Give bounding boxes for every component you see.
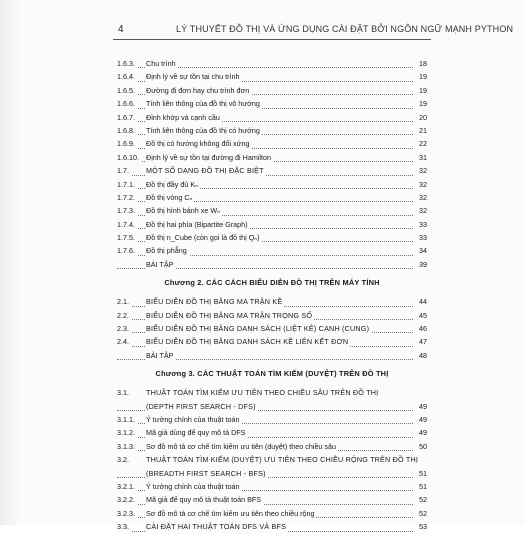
chapter-heading-3: Chương 3. CÁC THUẬT TOÁN TÌM KIẾM (DUYỆT) TRÊN ĐỒ THỊ — [155, 369, 389, 379]
toc-entry — [117, 322, 427, 335]
toc-entry-title: Đồ thị n_Cube (còn gọi là đồ thị Qₙ) — [146, 231, 262, 244]
toc-entry-title: (DEPTH FIRST SEARCH - DFS) — [146, 400, 258, 413]
toc-entry — [117, 218, 427, 231]
toc-entry-number: 1.6.7. — [117, 111, 137, 124]
binding-shadow — [0, 0, 22, 525]
toc-entry-title: BÀI TẬP — [146, 349, 175, 362]
toc-entry-title: Ý tưởng chính của thuật toán — [146, 413, 241, 426]
toc-entry-number: 2.3. — [117, 322, 131, 335]
toc-entry-title: Đỉnh khớp và cạnh cầu — [146, 111, 222, 124]
toc-entry-number: 1.7.1. — [117, 178, 137, 191]
toc-entry-number: 1.6.3. — [117, 57, 137, 70]
toc-entry — [117, 258, 427, 271]
toc-entry-number: 1.7.6. — [117, 244, 137, 257]
toc-entry-page: 44 — [417, 295, 427, 308]
toc-entry-page: 50 — [417, 440, 427, 453]
toc-entry — [117, 178, 427, 191]
toc-entry-title: Đồ thị có hướng không đối xứng — [146, 137, 251, 150]
toc-entry-page: 33 — [417, 218, 427, 231]
toc-entry-page: 20 — [417, 111, 427, 124]
toc-entry-title: Đồ thị đầy đủ Kₙ — [146, 178, 200, 191]
toc-entry-number: 3.1.1. — [117, 413, 137, 426]
toc-entry — [117, 467, 427, 480]
page-number: 4 — [118, 24, 124, 35]
toc-entry-number: 1.6.10. — [117, 151, 141, 164]
toc-entry-title: MỘT SỐ DẠNG ĐỒ THỊ ĐẶC BIỆT — [146, 164, 266, 177]
toc-entry-number: 1.6.5. — [117, 84, 137, 97]
toc-entry — [117, 453, 427, 466]
toc-entry-page: 21 — [417, 124, 427, 137]
toc-entry-page: 52 — [417, 507, 427, 520]
toc-entry-page: 32 — [417, 204, 427, 217]
toc-entry-number: 2.1. — [117, 295, 131, 308]
toc-group-chapter3 — [117, 386, 427, 533]
toc-entry-page: 33 — [417, 231, 427, 244]
toc-entry-number: 3.2.1. — [117, 480, 137, 493]
toc-entry-page: 22 — [417, 137, 427, 150]
toc-entry-number: 3.1.3. — [117, 440, 137, 453]
toc-entry — [117, 57, 427, 70]
toc-entry-page: 46 — [417, 322, 427, 335]
toc-entry-title: Đồ thị phẳng — [146, 244, 189, 257]
toc-entry-page: 45 — [417, 309, 427, 322]
toc-entry-number: 1.6.9. — [117, 137, 137, 150]
toc-entry — [117, 204, 427, 217]
toc-entry-title: BIỂU DIỄN ĐỒ THỊ BẰNG DANH SÁCH (LIỆT KÊ) CẠNH (CUNG) — [146, 322, 371, 335]
toc-entry-title: BIỂU DIỄN ĐỒ THỊ BẰNG MA TRẬN TRỌNG SỐ — [146, 309, 314, 322]
toc-entry-number: 1.6.6. — [117, 97, 137, 110]
toc-entry — [117, 400, 427, 413]
toc-entry-page: 34 — [417, 244, 427, 257]
toc-entry-title: Đồ thị hình bánh xe Wₙ — [146, 204, 222, 217]
toc-entry — [117, 349, 427, 362]
toc-entry-number: 3.2.3. — [117, 507, 137, 520]
toc-entry-page: 32 — [417, 191, 427, 204]
toc-entry-number: 1.6.4. — [117, 70, 137, 83]
toc-entry-number: 1.7.3. — [117, 204, 137, 217]
toc-entry-page: 19 — [417, 70, 427, 83]
toc-entry-page: 51 — [417, 480, 427, 493]
running-header: LÝ THUYẾT ĐỒ THỊ VÀ ỨNG DỤNG CÀI ĐẶT BỞI NGÔN NGỮ MẠNH PYTHON — [176, 24, 514, 34]
toc-entry-number: 2.2. — [117, 309, 131, 322]
toc-entry — [117, 231, 427, 244]
toc-entry-page: 32 — [417, 178, 427, 191]
toc-entry-page: 32 — [417, 164, 427, 177]
toc-entry-title: Tính liên thông của đồ thị có hướng — [146, 124, 262, 137]
toc-entry-page: 51 — [417, 467, 427, 480]
toc-entry-number: 3.1. — [117, 386, 131, 399]
toc-entry — [117, 440, 427, 453]
toc-entry — [117, 295, 427, 308]
toc-entry-title: Mã giả để quy mô tả thuật toán BFS — [146, 493, 263, 506]
toc-entry-title: Đường đi đơn hay chu trình đơn — [146, 84, 251, 97]
toc-entry-title: BÀI TẬP — [146, 258, 175, 271]
toc-entry — [117, 244, 427, 257]
toc-entry-page: 47 — [417, 335, 427, 348]
toc-entry — [117, 111, 427, 124]
toc-entry-page: 31 — [417, 151, 427, 164]
toc-entry — [117, 137, 427, 150]
toc-entry — [117, 191, 427, 204]
toc-entry — [117, 493, 427, 506]
toc-entry — [117, 84, 427, 97]
toc-entry-number: 1.7.5. — [117, 231, 137, 244]
toc-entry-title: (BREADTH FIRST SEARCH - BFS) — [146, 467, 268, 480]
toc-entry-number: 3.1.2. — [117, 426, 137, 439]
toc-entry-number: 3.3. — [117, 520, 131, 533]
toc-entry-page: 49 — [417, 426, 427, 439]
toc-entry — [117, 309, 427, 322]
toc-entry-page: 49 — [417, 400, 427, 413]
toc-entry-title: Chu trình — [146, 57, 178, 70]
toc-group-chapter1 — [117, 57, 427, 271]
toc-entry-title: Đồ thị vòng Cₙ — [146, 191, 194, 204]
toc-entry-number: 1.7.4. — [117, 218, 137, 231]
toc-entry-page: 49 — [417, 413, 427, 426]
toc-entry — [117, 335, 427, 348]
toc-entry-title: Định lý về sự tồn tại đường đi Hamilton — [146, 151, 273, 164]
toc-entry-title: Mã giả dùng để quy mô tả DFS — [146, 426, 247, 439]
toc-entry-number: 2.4. — [117, 335, 131, 348]
toc-entry-title: BIỂU DIỄN ĐỒ THỊ BẰNG MA TRẬN KỀ — [146, 295, 284, 308]
toc-entry — [117, 151, 427, 164]
toc-entry — [117, 426, 427, 439]
toc-entry-page: 19 — [417, 84, 427, 97]
toc-entry-title: Tính liên thông của đồ thị vô hướng — [146, 97, 262, 110]
table-of-contents — [117, 57, 427, 534]
toc-group-chapter2 — [117, 295, 427, 362]
toc-entry — [117, 124, 427, 137]
toc-entry — [117, 386, 427, 399]
toc-entry-page: 53 — [417, 520, 427, 533]
toc-entry — [117, 507, 427, 520]
toc-entry-page: 52 — [417, 493, 427, 506]
toc-entry-title: Sơ đồ mô tả cơ chế tìm kiếm ưu tiên theo chiều rộng — [146, 507, 316, 520]
chapter-heading-2: Chương 2. CÁC CÁCH BIỂU DIỄN ĐỒ THỊ TRÊN MÁY TÍNH — [164, 278, 380, 288]
toc-entry-page: 48 — [417, 349, 427, 362]
toc-entry-page: 18 — [417, 57, 427, 70]
toc-entry-title: Ý tưởng chính của thuật toán — [146, 480, 241, 493]
toc-entry-page: 39 — [417, 258, 427, 271]
toc-entry-number: 3.2. — [117, 453, 131, 466]
toc-entry-title: BIỂU DIỄN ĐỒ THỊ BẰNG DANH SÁCH KỀ LIÊN KẾT ĐƠN — [146, 335, 350, 348]
toc-entry-title: Định lý về sự tồn tại chu trình — [146, 70, 242, 83]
toc-entry-number: 3.2.2. — [117, 493, 137, 506]
header-rule — [113, 39, 431, 40]
toc-entry-title: Sơ đồ mô tả cơ chế tìm kiếm ưu tiên (duyệt) theo chiều sâu — [146, 440, 338, 453]
toc-entry-title: THUẬT TOÁN TÌM KIẾM ƯU TIÊN THEO CHIỀU SÂU TRÊN ĐỒ THỊ — [146, 386, 380, 399]
toc-entry — [117, 480, 427, 493]
toc-entry-number: 1.7.2. — [117, 191, 137, 204]
toc-entry — [117, 164, 427, 177]
toc-entry — [117, 70, 427, 83]
toc-entry-title: THUẬT TOÁN TÌM KIẾM (DUYỆT) ƯU TIÊN THEO CHIỀU RỘNG TRÊN ĐỒ THỊ — [146, 453, 420, 466]
toc-entry-number: 1.7. — [117, 164, 131, 177]
toc-entry-number: 1.6.8. — [117, 124, 137, 137]
toc-entry-title: Đồ thị hai phía (Bipartite Graph) — [146, 218, 249, 231]
toc-entry — [117, 520, 427, 533]
toc-entry-title: CÀI ĐẶT HAI THUẬT TOÁN DFS VÀ BFS — [146, 520, 288, 533]
toc-entry-page: 19 — [417, 97, 427, 110]
toc-entry — [117, 413, 427, 426]
toc-entry — [117, 97, 427, 110]
